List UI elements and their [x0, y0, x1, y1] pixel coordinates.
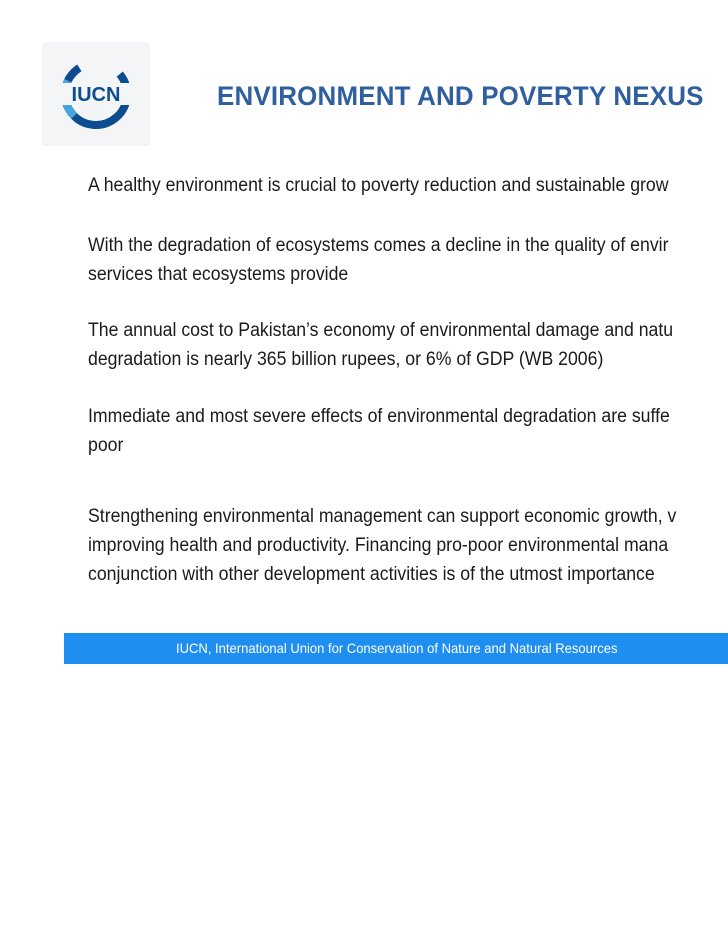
footer-band — [64, 633, 728, 664]
logo-text: IUCN — [71, 84, 121, 106]
paragraph-3 — [88, 316, 673, 374]
paragraph-2 — [88, 231, 668, 289]
paragraph-5 — [88, 502, 676, 589]
paragraph-line: A healthy environment is crucial to poverty reduction and sustainable grow — [88, 175, 669, 196]
paragraph-line: conjunction with other development activities is of the utmost importance — [88, 564, 655, 585]
paragraph-4 — [88, 402, 670, 460]
paragraph-line: services that ecosystems provide — [88, 264, 349, 285]
paragraph-line: poor — [88, 435, 124, 456]
paragraph-line: The annual cost to Pakistan’s economy of environmental damage and natu — [88, 320, 674, 341]
paragraph-1 — [88, 171, 668, 200]
slide-title: ENVIRONMENT AND POVERTY NEXUS — [217, 81, 704, 111]
paragraph-line: improving health and productivity. Financing pro-poor environmental mana — [88, 535, 669, 556]
paragraph-line: Immediate and most severe effects of environmental degradation are suffe — [88, 406, 670, 427]
iucn-logo-icon — [56, 56, 136, 132]
paragraph-line: Strengthening environmental management can support economic growth, v — [88, 506, 677, 527]
paragraph-line: With the degradation of ecosystems comes a decline in the quality of envir — [88, 235, 669, 256]
footer-text: IUCN, International Union for Conservation of Nature and Natural Resources — [176, 640, 618, 656]
paragraph-line: degradation is nearly 365 billion rupees, or 6% of GDP (WB 2006) — [88, 349, 604, 370]
iucn-logo — [42, 42, 150, 146]
